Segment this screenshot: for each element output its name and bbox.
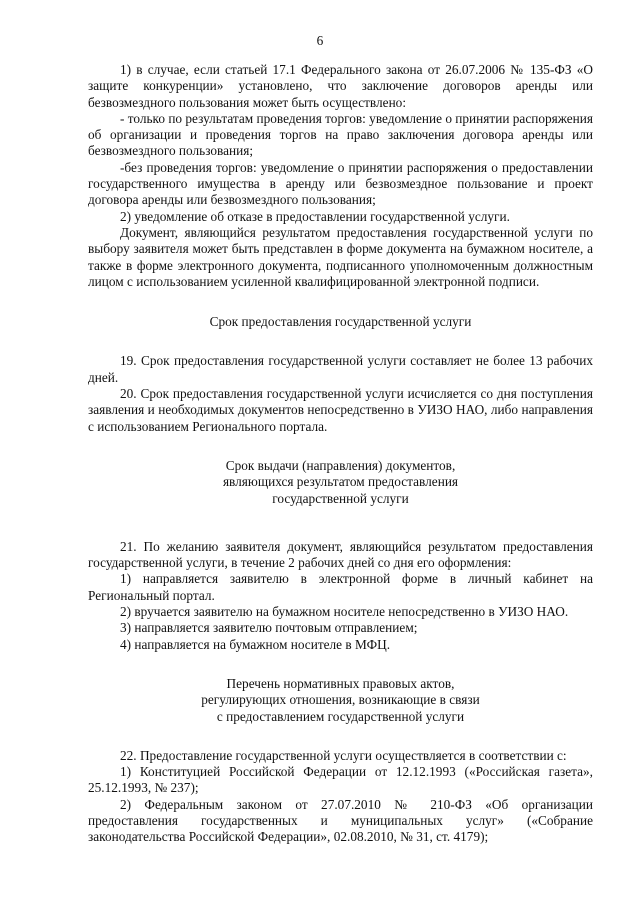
section-heading-issue-term-line-3: государственной услуги [272, 490, 409, 506]
paragraph-refusal-notice: 2) уведомление об отказе в предоставлении государственной услуги. [120, 208, 510, 224]
paragraph-20-term-start: 20. Срок предоставления государственной услуги исчисляется со дня поступления заявления и необходимых документов непосредственно в УИЗО НАО, либо направления с использованием Регионального портала. [88, 386, 593, 434]
section-heading-legal-acts-line-1: Перечень нормативных правовых актов, [226, 675, 455, 691]
paragraph-22-basis: 22. Предоставление государственной услуги осуществляется в соответствии с: [120, 747, 567, 763]
paragraph-22-federal-law-210: 2) Федеральным законом от 27.07.2010 № 210-ФЗ «Об организации предоставления государственных и муниципальных услуг» («Собрание законодательства Российской Федерации», 02.08.2010, № 31, ст. 4179); [88, 796, 593, 845]
section-heading-issue-term-line-1: Срок выдачи (направления) документов, [225, 457, 456, 473]
section-heading-legal-acts-line-2: регулирующих отношения, возникающие в связи [201, 692, 480, 708]
paragraph-21-paper: 2) вручается заявителю на бумажном носителе непосредственно в УИЗО НАО. [120, 604, 569, 620]
paragraph-with-auction: - только по результатам проведения торгов: уведомление о принятии распоряжения об организации и проведения торгов на право заключения договора аренды или безвозмездного пользования; [88, 110, 594, 159]
paragraph-21-electronic: 1) направляется заявителю в электронной форме в личный кабинет на Региональный портал. [88, 571, 593, 603]
paragraph-without-auction: -без проведения торгов: уведомление о принятии распоряжения о предоставлении государственного имущества в аренду или безвозмездное пользование и проект договора аренды или безвозмездного пользования; [88, 159, 593, 208]
document-body [88, 62, 593, 846]
paragraph-21-delivery: 21. По желанию заявителя документ, являющийся результатом предоставления государственной услуги, в течение 2 рабочих дней со дня его оформления: [88, 538, 593, 571]
paragraph-22-constitution: 1) Конституцией Российской Федерации от 12.12.1993 («Российская газета», 25.12.1993, № 237); [88, 764, 593, 796]
paragraph-contracts-lease: 1) в случае, если статьей 17.1 Федерального закона от 26.07.2006 № 135-ФЗ «О защите конкуренции» установлено, что заключение договоров аренды или безвозмездного пользования может быть осуществлено: [88, 62, 593, 110]
paragraph-result-document-form: Документ, являющийся результатом предоставления государственной услуги по выбору заявителя может быть представлен в форме документа на бумажном носителе, а также в форме электронного документа, подписанного уполномоченным должностным лицом с использованием усиленной квалифицированной электронной подписи. [88, 224, 593, 289]
paragraph-19-term: 19. Срок предоставления государственной услуги составляет не более 13 рабочих дней. [88, 353, 593, 385]
section-heading-legal-acts-line-3: с предоставлением государственной услуги [216, 708, 465, 724]
section-heading-issue-term-line-2: являющихся результатом предоставления [222, 474, 459, 490]
section-heading-service-term: Срок предоставления государственной услуги [209, 314, 472, 330]
paragraph-21-mfc: 4) направляется на бумажном носителе в МФЦ. [120, 636, 391, 652]
paragraph-21-post: 3) направляется заявителю почтовым отправлением; [120, 620, 418, 636]
page-number: 6 [316, 33, 324, 48]
